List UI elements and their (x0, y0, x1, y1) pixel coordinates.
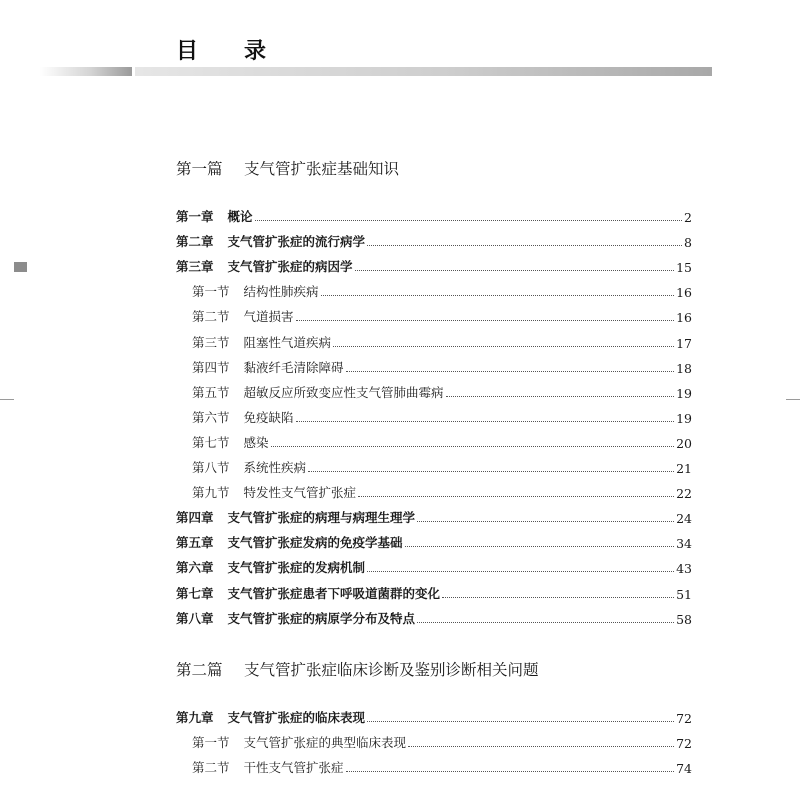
chapter-title: 支气管扩张症的发病机制 (227, 560, 366, 576)
side-marker (14, 262, 27, 272)
page-number: 8 (684, 235, 692, 251)
section-number: 第二节 (192, 309, 230, 325)
dot-leader (355, 270, 675, 271)
chapter-number: 第三章 (176, 259, 214, 275)
chapter-title: 支气管扩张症的流行病学 (227, 234, 366, 250)
page-number: 74 (676, 761, 692, 777)
section-number: 第六节 (192, 409, 230, 425)
section-number: 第四节 (192, 359, 230, 375)
page-number: 24 (676, 511, 692, 527)
section-number: 第八节 (192, 460, 230, 475)
section-title: 支气管扩张症的典型临床表现 (243, 735, 407, 751)
title-rule-left (40, 67, 132, 76)
section-title: 干性支气管扩张症 (243, 760, 344, 776)
chapter-number: 第九章 (176, 710, 214, 725)
section-title: 阻塞性气道疾病 (243, 334, 332, 350)
toc-chapter-entry[interactable] (176, 706, 692, 726)
section-number: 第九节 (192, 485, 230, 501)
dot-leader (271, 446, 675, 447)
part-title: 支气管扩张症临床诊断及鉴别诊断相关问题 (244, 661, 539, 679)
toc-chapter-entry[interactable] (176, 255, 692, 275)
toc-chapter-entry[interactable] (176, 607, 692, 627)
chapter-title: 概论 (227, 209, 253, 224)
page-number: 19 (676, 410, 692, 426)
page-number: 18 (676, 360, 692, 376)
dot-leader (408, 746, 674, 747)
chapter-number: 第七章 (176, 585, 214, 601)
part-heading (176, 658, 692, 680)
toc-section-entry[interactable] (176, 280, 692, 300)
title-rule-right (135, 67, 712, 76)
page-number: 43 (676, 561, 692, 577)
chapter-number: 第五章 (176, 535, 214, 551)
section-title: 气道损害 (243, 309, 294, 325)
dot-leader (333, 346, 674, 347)
section-number: 第七节 (192, 434, 230, 450)
dot-leader (358, 496, 674, 497)
crop-mark-right (786, 399, 800, 400)
dot-leader (346, 771, 675, 772)
page-number: 21 (676, 461, 692, 476)
dot-leader (308, 471, 674, 472)
page-number: 16 (676, 285, 692, 301)
crop-mark-left (0, 399, 14, 400)
section-number: 第三节 (192, 334, 230, 350)
dot-leader (417, 521, 674, 522)
chapter-title: 支气管扩张症发病的免疫学基础 (227, 535, 403, 551)
chapter-title: 支气管扩张症的临床表现 (227, 710, 366, 725)
chapter-number: 第八章 (176, 610, 214, 626)
dot-leader (296, 320, 675, 321)
dot-leader (346, 371, 675, 372)
dot-leader (321, 295, 675, 296)
toc-chapter-entry[interactable] (176, 205, 692, 225)
page-number: 34 (676, 536, 692, 552)
dot-leader (367, 721, 674, 722)
toc-section-entry[interactable] (176, 356, 692, 376)
part-number: 第二篇 (176, 661, 223, 679)
toc-section-entry[interactable] (176, 481, 692, 501)
section-title: 系统性疾病 (243, 460, 307, 475)
page-number: 15 (676, 260, 692, 276)
section-title: 感染 (243, 434, 269, 450)
chapter-title: 支气管扩张症的病原学分布及特点 (227, 610, 416, 626)
dot-leader (367, 245, 682, 246)
toc-section-entry[interactable] (176, 305, 692, 325)
dot-leader (417, 622, 674, 623)
page-number: 19 (676, 385, 692, 401)
page-number: 2 (684, 210, 692, 225)
page-number: 16 (676, 310, 692, 326)
toc-chapter-entry[interactable] (176, 556, 692, 576)
page-number: 17 (676, 335, 692, 351)
page-number: 51 (676, 586, 692, 602)
toc-section-entry[interactable] (176, 756, 692, 776)
part-number: 第一篇 (176, 160, 223, 178)
chapter-title: 支气管扩张症患者下呼吸道菌群的变化 (227, 585, 441, 601)
page-number: 22 (676, 486, 692, 502)
dot-leader (446, 396, 675, 397)
chapter-number: 第二章 (176, 234, 214, 250)
section-title: 特发性支气管扩张症 (243, 485, 357, 501)
section-title: 超敏反应所致变应性支气管肺曲霉病 (243, 384, 444, 400)
section-number: 第二节 (192, 760, 230, 776)
toc-section-entry[interactable] (176, 731, 692, 751)
section-title: 结构性肺疾病 (243, 284, 319, 300)
section-number: 第一节 (192, 735, 230, 751)
page-number: 58 (676, 611, 692, 627)
part-title: 支气管扩张症基础知识 (244, 160, 400, 178)
dot-leader (405, 546, 675, 547)
toc-chapter-entry[interactable] (176, 531, 692, 551)
toc-section-entry[interactable] (176, 406, 692, 426)
toc-section-entry[interactable] (176, 431, 692, 451)
section-title: 黏液纤毛清除障碍 (243, 359, 344, 375)
toc-section-entry[interactable] (176, 381, 692, 401)
toc-chapter-entry[interactable] (176, 230, 692, 250)
dot-leader (442, 597, 674, 598)
page-number: 20 (676, 435, 692, 451)
chapter-number: 第六章 (176, 560, 214, 576)
dot-leader (367, 571, 674, 572)
dot-leader (255, 220, 683, 221)
chapter-title: 支气管扩张症的病理与病理生理学 (227, 510, 416, 526)
section-title: 免疫缺陷 (243, 409, 294, 425)
toc-section-entry[interactable] (176, 456, 692, 476)
page-title: 目 录 (176, 39, 279, 64)
toc-section-entry[interactable] (176, 331, 692, 351)
page-number: 72 (676, 736, 692, 752)
toc-chapter-entry[interactable] (176, 582, 692, 602)
section-number: 第一节 (192, 284, 230, 300)
chapter-title: 支气管扩张症的病因学 (227, 259, 353, 275)
toc-chapter-entry[interactable] (176, 506, 692, 526)
chapter-number: 第一章 (176, 209, 214, 224)
section-number: 第五节 (192, 384, 230, 400)
chapter-number: 第四章 (176, 510, 214, 526)
page-number: 72 (676, 711, 692, 726)
dot-leader (296, 421, 675, 422)
part-heading (176, 157, 692, 179)
